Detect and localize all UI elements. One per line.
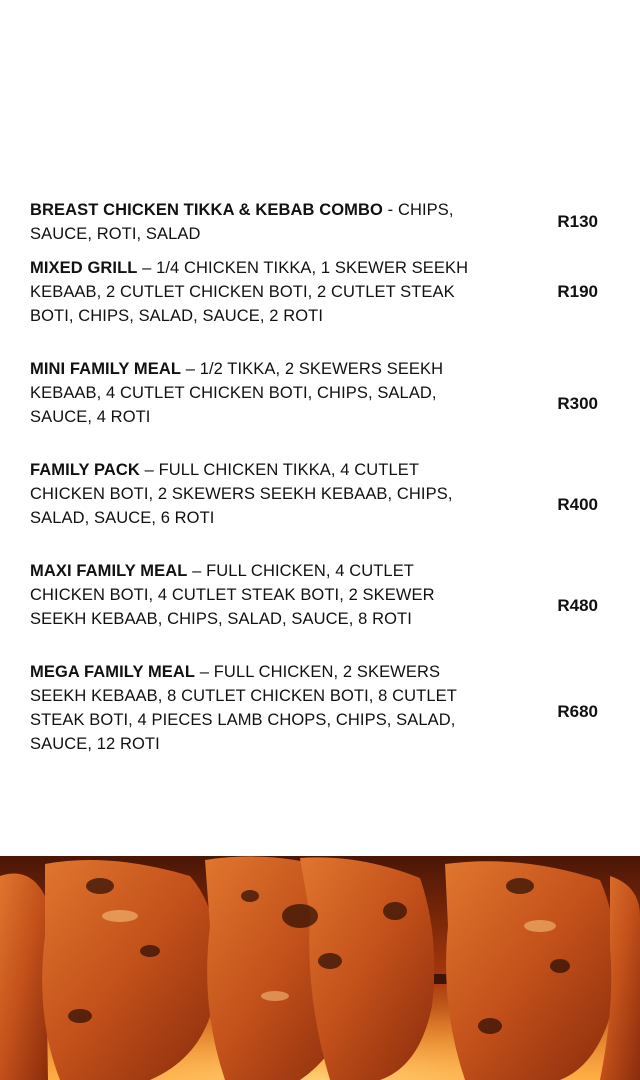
item-price: R400 — [557, 495, 598, 514]
menu-item — [30, 256, 610, 328]
meat-piece — [0, 874, 48, 1080]
item-details: 1/2 TIKKA, 2 SKEWERS SEEKH KEBAAB, 4 CUTLET CHICKEN BOTI, CHIPS, SALAD, SAUCE, 4 ROTI — [30, 360, 444, 426]
item-description — [30, 660, 470, 756]
item-name: MEGA FAMILY MEAL — [30, 663, 196, 681]
item-separator: – — [137, 259, 157, 277]
menu-item — [30, 660, 610, 756]
menu-item — [30, 559, 610, 631]
item-price: R130 — [557, 212, 598, 231]
item-name: BREAST CHICKEN TIKKA & KEBAB COMBO — [30, 201, 383, 219]
item-name: MINI FAMILY MEAL — [30, 360, 182, 378]
item-name: MIXED GRILL — [30, 259, 138, 277]
item-separator: – — [187, 562, 207, 580]
item-details: FULL CHICKEN TIKKA, 4 CUTLET CHICKEN BOTI, 2 SKEWERS SEEKH KEBAAB, CHIPS, SALAD, SAUCE, 6 ROTI — [30, 461, 453, 527]
item-details: FULL CHICKEN, 4 CUTLET CHICKEN BOTI, 4 CUTLET STEAK BOTI, 2 SKEWER SEEKH KEBAAB, CHIPS, SALAD, SAUCE, 8 ROTI — [30, 562, 435, 628]
item-details: CHIPS, SAUCE, ROTI, SALAD — [30, 201, 454, 243]
meat-piece — [445, 861, 616, 1080]
menu-item — [30, 198, 610, 246]
grilled-chicken-photo — [0, 856, 640, 1080]
item-separator: – — [181, 360, 200, 378]
item-price: R480 — [557, 596, 598, 615]
item-description — [30, 559, 470, 631]
meat-piece — [42, 860, 217, 1080]
item-separator: – — [139, 461, 159, 479]
item-description — [30, 458, 470, 530]
item-description — [30, 256, 470, 328]
item-price: R680 — [557, 702, 598, 721]
item-price: R190 — [557, 282, 598, 301]
item-description — [30, 357, 470, 429]
item-name: MAXI FAMILY MEAL — [30, 562, 188, 580]
menu-item — [30, 458, 610, 530]
item-details: 1/4 CHICKEN TIKKA, 1 SKEWER SEEKH KEBAAB, 2 CUTLET CHICKEN BOTI, 2 CUTLET STEAK BOTI, CHIPS, SALAD, SAUCE, 2 ROTI — [30, 259, 469, 325]
item-details: FULL CHICKEN, 2 SKEWERS SEEKH KEBAAB, 8 CUTLET CHICKEN BOTI, 8 CUTLET STEAK BOTI, 4 PIECES LAMB CHOPS, CHIPS, SALAD, SAUCE, 12 ROTI — [30, 663, 457, 753]
item-separator: - — [382, 201, 398, 219]
grill-illustration — [0, 856, 640, 1080]
item-separator: – — [195, 663, 214, 681]
menu-item — [30, 357, 610, 429]
item-price: R300 — [557, 394, 598, 413]
item-name: FAMILY PACK — [30, 461, 140, 479]
item-description — [30, 198, 470, 246]
